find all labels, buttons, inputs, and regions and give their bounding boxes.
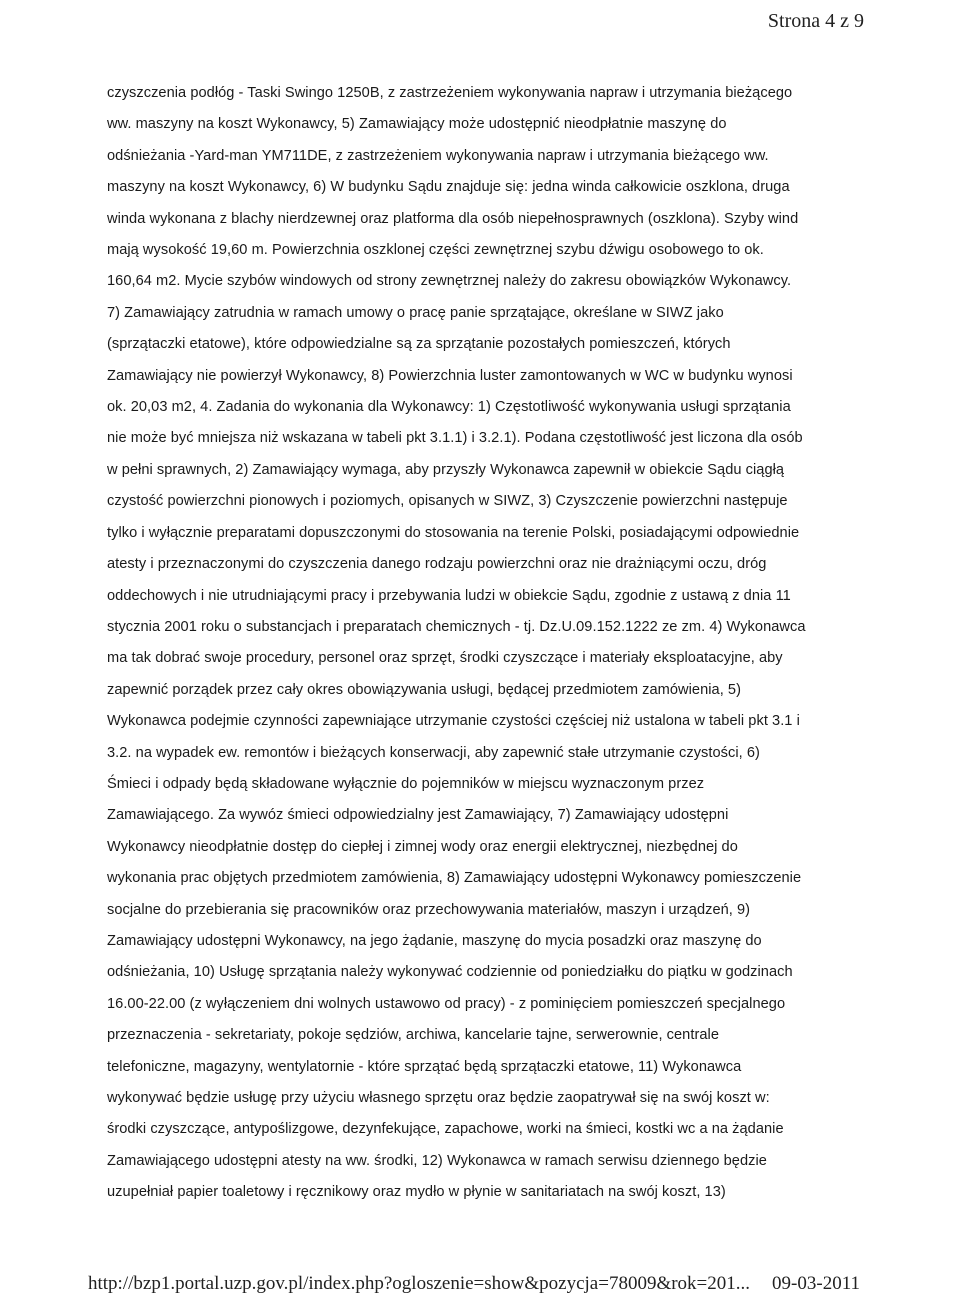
body-line: telefoniczne, magazyny, wentylatornie - które sprzątać będą sprzątaczki etatowe, 11) Wykonawca xyxy=(107,1058,742,1075)
body-line: ww. maszyny na koszt Wykonawcy, 5) Zamawiający może udostępnić nieodpłatnie maszynę do xyxy=(107,116,727,133)
body-line: Zamawiającego udostępni atesty na ww. środki, 12) Wykonawca w ramach serwisu dziennego będzie xyxy=(107,1152,767,1169)
body-line: przeznaczenia - sekretariaty, pokoje sędziów, archiwa, kancelarie tajne, serwerownie, centrale xyxy=(107,1027,719,1044)
page-number: Strona 4 z 9 xyxy=(767,10,864,32)
document-body xyxy=(107,78,867,1209)
body-line: oddechowych i nie utrudniającymi pracy i przebywania ludzi w obiekcie Sądu, zgodnie z ustawą z dnia 11 xyxy=(107,587,791,604)
body-line: (sprzątaczki etatowe), które odpowiedzialne są za sprzątanie pozostałych pomieszczeń, których xyxy=(107,336,731,353)
body-line: 7) Zamawiający zatrudnia w ramach umowy o pracę panie sprzątające, określane w SIWZ jako xyxy=(107,304,724,321)
body-line: mają wysokość 19,60 m. Powierzchnia oszklonej części zewnętrznej szybu dźwigu osobowego to ok. xyxy=(107,242,764,259)
body-line: w pełni sprawnych, 2) Zamawiający wymaga, aby przyszły Wykonawca zapewnił w obiekcie Sądu ciągłą xyxy=(107,461,785,478)
body-line: Zamawiającego. Za wywóz śmieci odpowiedzialny jest Zamawiający, 7) Zamawiający udostępni xyxy=(107,807,729,824)
body-line: atesty i przeznaczonymi do czyszczenia danego rodzaju powierzchni oraz nie drażniącymi oczu, dróg xyxy=(107,556,767,573)
body-line: Zamawiający udostępni Wykonawcy, na jego żądanie, maszynę do mycia posadzki oraz maszynę do xyxy=(107,932,762,949)
body-line: winda wykonana z blachy nierdzewnej oraz platforma dla osób niepełnosprawnych (oszklona). Szyby wind xyxy=(107,210,799,227)
body-line: tylko i wyłącznie preparatami dopuszczonymi do stosowania na terenie Polski, posiadającymi odpowiednie xyxy=(107,524,800,541)
body-line: Zamawiający nie powierzył Wykonawcy, 8) Powierzchnia luster zamontowanych w WC w budynku wynosi xyxy=(107,367,793,384)
body-line: maszyny na koszt Wykonawcy, 6) W budynku Sądu znajduje się: jedna winda całkowicie oszklona, druga xyxy=(107,179,790,196)
body-line: stycznia 2001 roku o substancjach i preparatach chemicznych - tj. Dz.U.09.152.1222 ze zm. 4) Wykonawca xyxy=(107,618,806,635)
body-line: odśnieżania -Yard-man YM711DE, z zastrzeżeniem wykonywania napraw i utrzymania bieżącego ww. xyxy=(107,147,769,164)
body-line: 3.2. na wypadek ew. remontów i bieżących konserwacji, aby zapewnić stałe utrzymanie czystości, 6) xyxy=(107,744,760,761)
body-line: 16.00-22.00 (z wyłączeniem dni wolnych ustawowo od pracy) - z pominięciem pomieszczeń specjalnego xyxy=(107,995,786,1012)
body-line: 160,64 m2. Mycie szybów windowych od strony zewnętrznej należy do zakresu obowiązków Wykonawcy. xyxy=(107,273,792,290)
body-line: ma tak dobrać swoje procedury, personel oraz sprzęt, środki czyszczące i materiały eksploatacyjne, aby xyxy=(107,650,783,667)
body-line: czyszczenia podłóg - Taski Swingo 1250B, z zastrzeżeniem wykonywania napraw i utrzymania bieżącego xyxy=(107,85,793,101)
body-line: Wykonawcy nieodpłatnie dostęp do ciepłej i zimnej wody oraz energii elektrycznej, niezbędnej do xyxy=(107,838,738,855)
print-date: 09-03-2011 xyxy=(772,1273,860,1294)
body-line: zapewnić porządek przez cały okres obowiązywania usługi, będącej przedmiotem zamówienia, 5) xyxy=(107,681,742,698)
body-line: odśnieżania, 10) Usługę sprzątania należy wykonywać codziennie od poniedziałku do piątku w godzinach xyxy=(107,964,793,981)
body-line: Wykonawca podejmie czynności zapewniające utrzymanie czystości częściej niż ustalona w tabeli pkt 3.1 i xyxy=(107,713,800,730)
body-line: nie może być mniejsza niż wskazana w tabeli pkt 3.1.1) i 3.2.1). Podana częstotliwość jest liczona dla osób xyxy=(107,430,803,447)
body-line: ok. 20,03 m2, 4. Zadania do wykonania dla Wykonawcy: 1) Częstotliwość wykonywania usługi sprzątania xyxy=(107,399,791,416)
source-url: http://bzp1.portal.uzp.gov.pl/index.php?ogloszenie=show&pozycja=78009&rok=201... xyxy=(88,1273,751,1294)
body-line: Śmieci i odpady będą składowane wyłącznie do pojemników w miejscu wyznaczonym przez xyxy=(107,775,705,792)
body-line: wykonania prac objętych przedmiotem zamówienia, 8) Zamawiający udostępni Wykonawcy pomieszczenie xyxy=(107,870,802,887)
body-line: środki czyszczące, antypoślizgowe, dezynfekujące, zapachowe, worki na śmieci, kostki wc a na żądanie xyxy=(107,1121,784,1138)
body-line: uzupełniał papier toaletowy i ręcznikowy oraz mydło w płynie w sanitariatach na swój koszt, 13) xyxy=(107,1184,726,1201)
body-line: czystość powierzchni pionowych i poziomych, opisanych w SIWZ, 3) Czyszczenie powierzchni następuje xyxy=(107,493,788,510)
body-line: wykonywać będzie usługę przy użyciu własnego sprzętu oraz będzie zaopatrywał się na swój koszt w: xyxy=(107,1090,770,1106)
body-line: socjalne do przebierania się pracowników oraz przechowywania materiałów, maszyn i urządzeń, 9) xyxy=(107,901,751,918)
